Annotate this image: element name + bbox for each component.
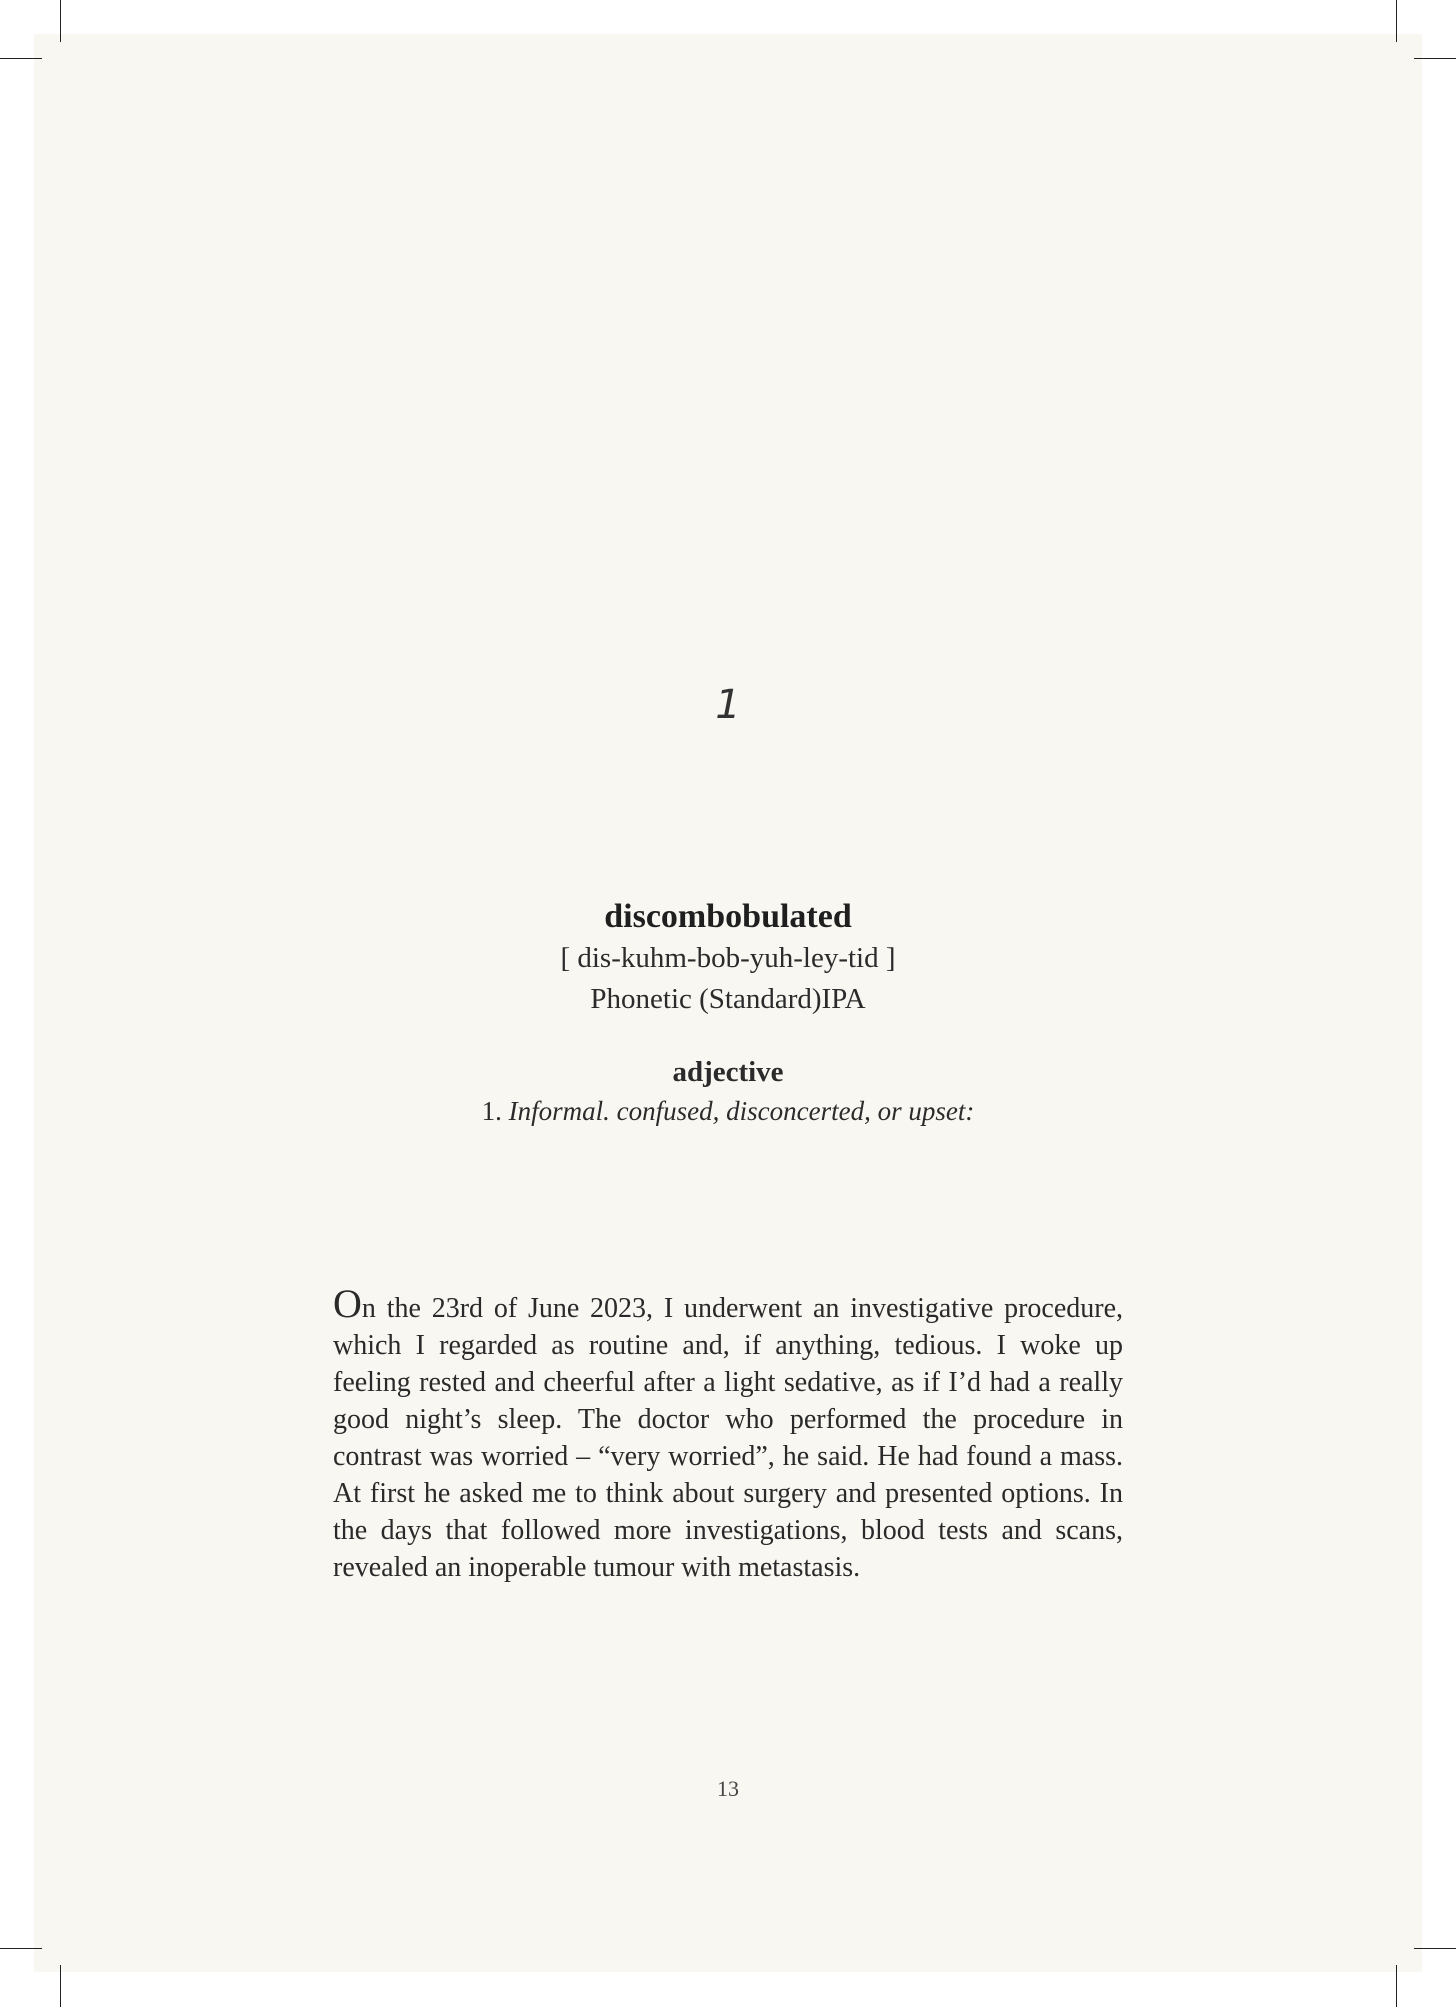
crop-mark-top-left-horizontal xyxy=(0,58,42,59)
drop-cap: O xyxy=(333,1281,362,1326)
sense-number: 1. xyxy=(481,1096,502,1126)
sense xyxy=(0,1092,1456,1130)
crop-mark-bottom-left-vertical xyxy=(60,1965,61,2007)
crop-mark-bottom-right-vertical xyxy=(1396,1965,1397,2007)
crop-mark-top-right-vertical xyxy=(1396,0,1397,42)
headword: discombobulated xyxy=(604,898,852,935)
chapter-number: 1 xyxy=(715,682,741,728)
pronunciation-system: Phonetic (Standard)IPA xyxy=(590,983,866,1015)
crop-mark-bottom-right-horizontal xyxy=(1414,1948,1456,1949)
part-of-speech: adjective xyxy=(672,1056,784,1088)
crop-mark-top-left-vertical xyxy=(60,0,61,42)
body-paragraph-text: n the 23rd of June 2023, I underwent an investigative procedure, which I regarded as routine and, if anything, tedious. I woke up feeling rested and cheerful after a light sedative, as if I’d had a really good night’s sleep. The doctor who performed the procedure in contrast was worried – “very worried”, he said. He had found a mass. At first he asked me to think about surgery and presented options. In the days that followed more investigations, blood tests and scans, revealed an inoperable tumour with metastasis. xyxy=(333,1293,1123,1583)
crop-mark-bottom-left-horizontal xyxy=(0,1948,42,1949)
body-paragraph xyxy=(333,1281,1123,1586)
pronunciation: [ dis-kuhm-bob-yuh-ley-tid ] xyxy=(560,942,896,974)
page-number: 13 xyxy=(717,1776,739,1801)
sense-text: Informal. confused, disconcerted, or upset: xyxy=(508,1096,975,1126)
dictionary-definition xyxy=(0,896,1456,1130)
crop-mark-top-right-horizontal xyxy=(1414,58,1456,59)
